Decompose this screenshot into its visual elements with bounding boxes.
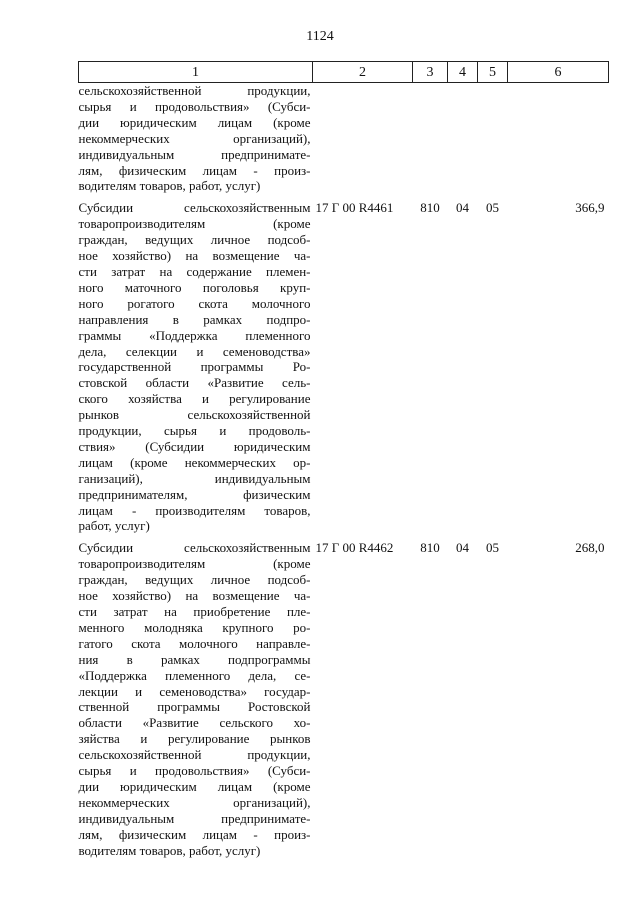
- description-line: лям, физическим лицам - произ-: [78, 826, 311, 842]
- description-line: ное хозяйство) на возмещение ча-: [78, 588, 311, 604]
- header-col-2: 2: [313, 62, 413, 83]
- row-description: [79, 200, 313, 534]
- row-target-code: 17 Г 00 R4461: [315, 200, 394, 216]
- budget-table: [78, 61, 609, 859]
- table-row: [79, 200, 609, 534]
- description-line: сельскохозяйственной продукции,: [78, 83, 311, 98]
- description-line: гатого скота молочного направле-: [78, 635, 311, 651]
- description-line: государственной программы Ро-: [78, 359, 311, 375]
- description-line: лицам - производителям товаров,: [78, 502, 311, 518]
- row-amount: [508, 83, 609, 195]
- row-subsection: [478, 83, 508, 195]
- description-line: некоммерческих организаций),: [78, 130, 311, 146]
- description-line: Субсидии сельскохозяйственным: [78, 200, 311, 216]
- row-subsection: 05: [486, 200, 499, 216]
- table-body: [79, 83, 609, 859]
- row-amount: 366,9: [575, 200, 605, 216]
- description-line: индивидуальным предпринимате-: [78, 146, 311, 162]
- description-line: направления в рамках подпро-: [78, 311, 311, 327]
- description-line: лицам (кроме некоммерческих ор-: [78, 454, 311, 470]
- description-line: дии юридическим лицам (кроме: [78, 778, 311, 794]
- description-line: Субсидии сельскохозяйственным: [78, 540, 311, 556]
- header-col-5: 5: [478, 62, 508, 83]
- description-line: водителям товаров, работ, услуг): [78, 178, 261, 194]
- description-line: лям, физическим лицам - произ-: [78, 162, 311, 178]
- row-target-code: [313, 83, 413, 195]
- description-line: предпринимателям, физическим: [78, 486, 311, 502]
- description-line: продукции, сырья и продоволь-: [78, 423, 311, 439]
- description-line: работ, услуг): [78, 518, 150, 534]
- description-line: граммы «Поддержка племенного: [78, 327, 311, 343]
- description-line: граждан, ведущих личное подсоб-: [78, 232, 311, 248]
- description-line: менного молодняка крупного ро-: [78, 619, 311, 635]
- page-number: 1124: [306, 29, 334, 44]
- description-line: товаропроизводителям (кроме: [78, 556, 311, 572]
- description-line: ния в рамках подпрограммы: [78, 651, 311, 667]
- header-col-4: 4: [448, 62, 478, 83]
- row-description: [79, 540, 313, 858]
- row-amount: 268,0: [575, 540, 605, 556]
- row-description: [79, 83, 313, 195]
- description-line: граждан, ведущих личное подсоб-: [78, 572, 311, 588]
- table-header: [79, 62, 609, 83]
- row-target-code: 17 Г 00 R4462: [315, 540, 394, 556]
- header-row: [79, 62, 609, 83]
- description-line: некоммерческих организаций),: [78, 794, 311, 810]
- description-line: ственной программы Ростовской: [78, 699, 311, 715]
- row-expense-type: 810: [420, 540, 440, 556]
- description-line: сырья и продовольствия» (Субси-: [78, 763, 311, 779]
- description-line: рынков сельскохозяйственной: [78, 407, 311, 423]
- description-line: зяйства и регулирование рынков: [78, 731, 311, 747]
- description-line: стовской области «Развитие сель-: [78, 375, 311, 391]
- row-section: [448, 83, 478, 195]
- description-line: ное хозяйство) на возмещение ча-: [78, 248, 311, 264]
- description-line: лекции и семеноводства» государ-: [78, 683, 311, 699]
- description-line: «Поддержка племенного дела, се-: [78, 667, 311, 683]
- description-line: водителям товаров, работ, услуг): [78, 842, 261, 858]
- description-line: ского хозяйства и регулирование: [78, 391, 311, 407]
- header-col-6: 6: [508, 62, 609, 83]
- table-row: [79, 540, 609, 858]
- description-line: ствия» (Субсидии юридическим: [78, 438, 311, 454]
- description-line: дии юридическим лицам (кроме: [78, 114, 311, 130]
- row-expense-type: [413, 83, 448, 195]
- row-section: 04: [456, 200, 469, 216]
- row-subsection: 05: [486, 540, 499, 556]
- description-line: ного рогатого скота молочного: [78, 295, 311, 311]
- header-col-3: 3: [413, 62, 448, 83]
- row-section: 04: [456, 540, 469, 556]
- description-line: сти затрат на приобретение пле-: [78, 604, 311, 619]
- description-line: сырья и продовольствия» (Субси-: [78, 98, 311, 114]
- description-line: товаропроизводителям (кроме: [78, 216, 311, 232]
- row-expense-type: 810: [420, 200, 440, 216]
- description-line: сельскохозяйственной продукции,: [78, 747, 311, 763]
- header-col-1: 1: [79, 62, 313, 83]
- table-row: [79, 83, 609, 195]
- description-line: дела, селекции и семеноводства»: [78, 343, 311, 359]
- description-line: индивидуальным предпринимате-: [78, 810, 311, 826]
- description-line: ганизаций), индивидуальным: [78, 470, 311, 486]
- description-line: ного маточного поголовья круп-: [78, 279, 311, 295]
- description-line: области «Развитие сельского хо-: [78, 715, 311, 731]
- description-line: сти затрат на содержание племен-: [78, 263, 311, 279]
